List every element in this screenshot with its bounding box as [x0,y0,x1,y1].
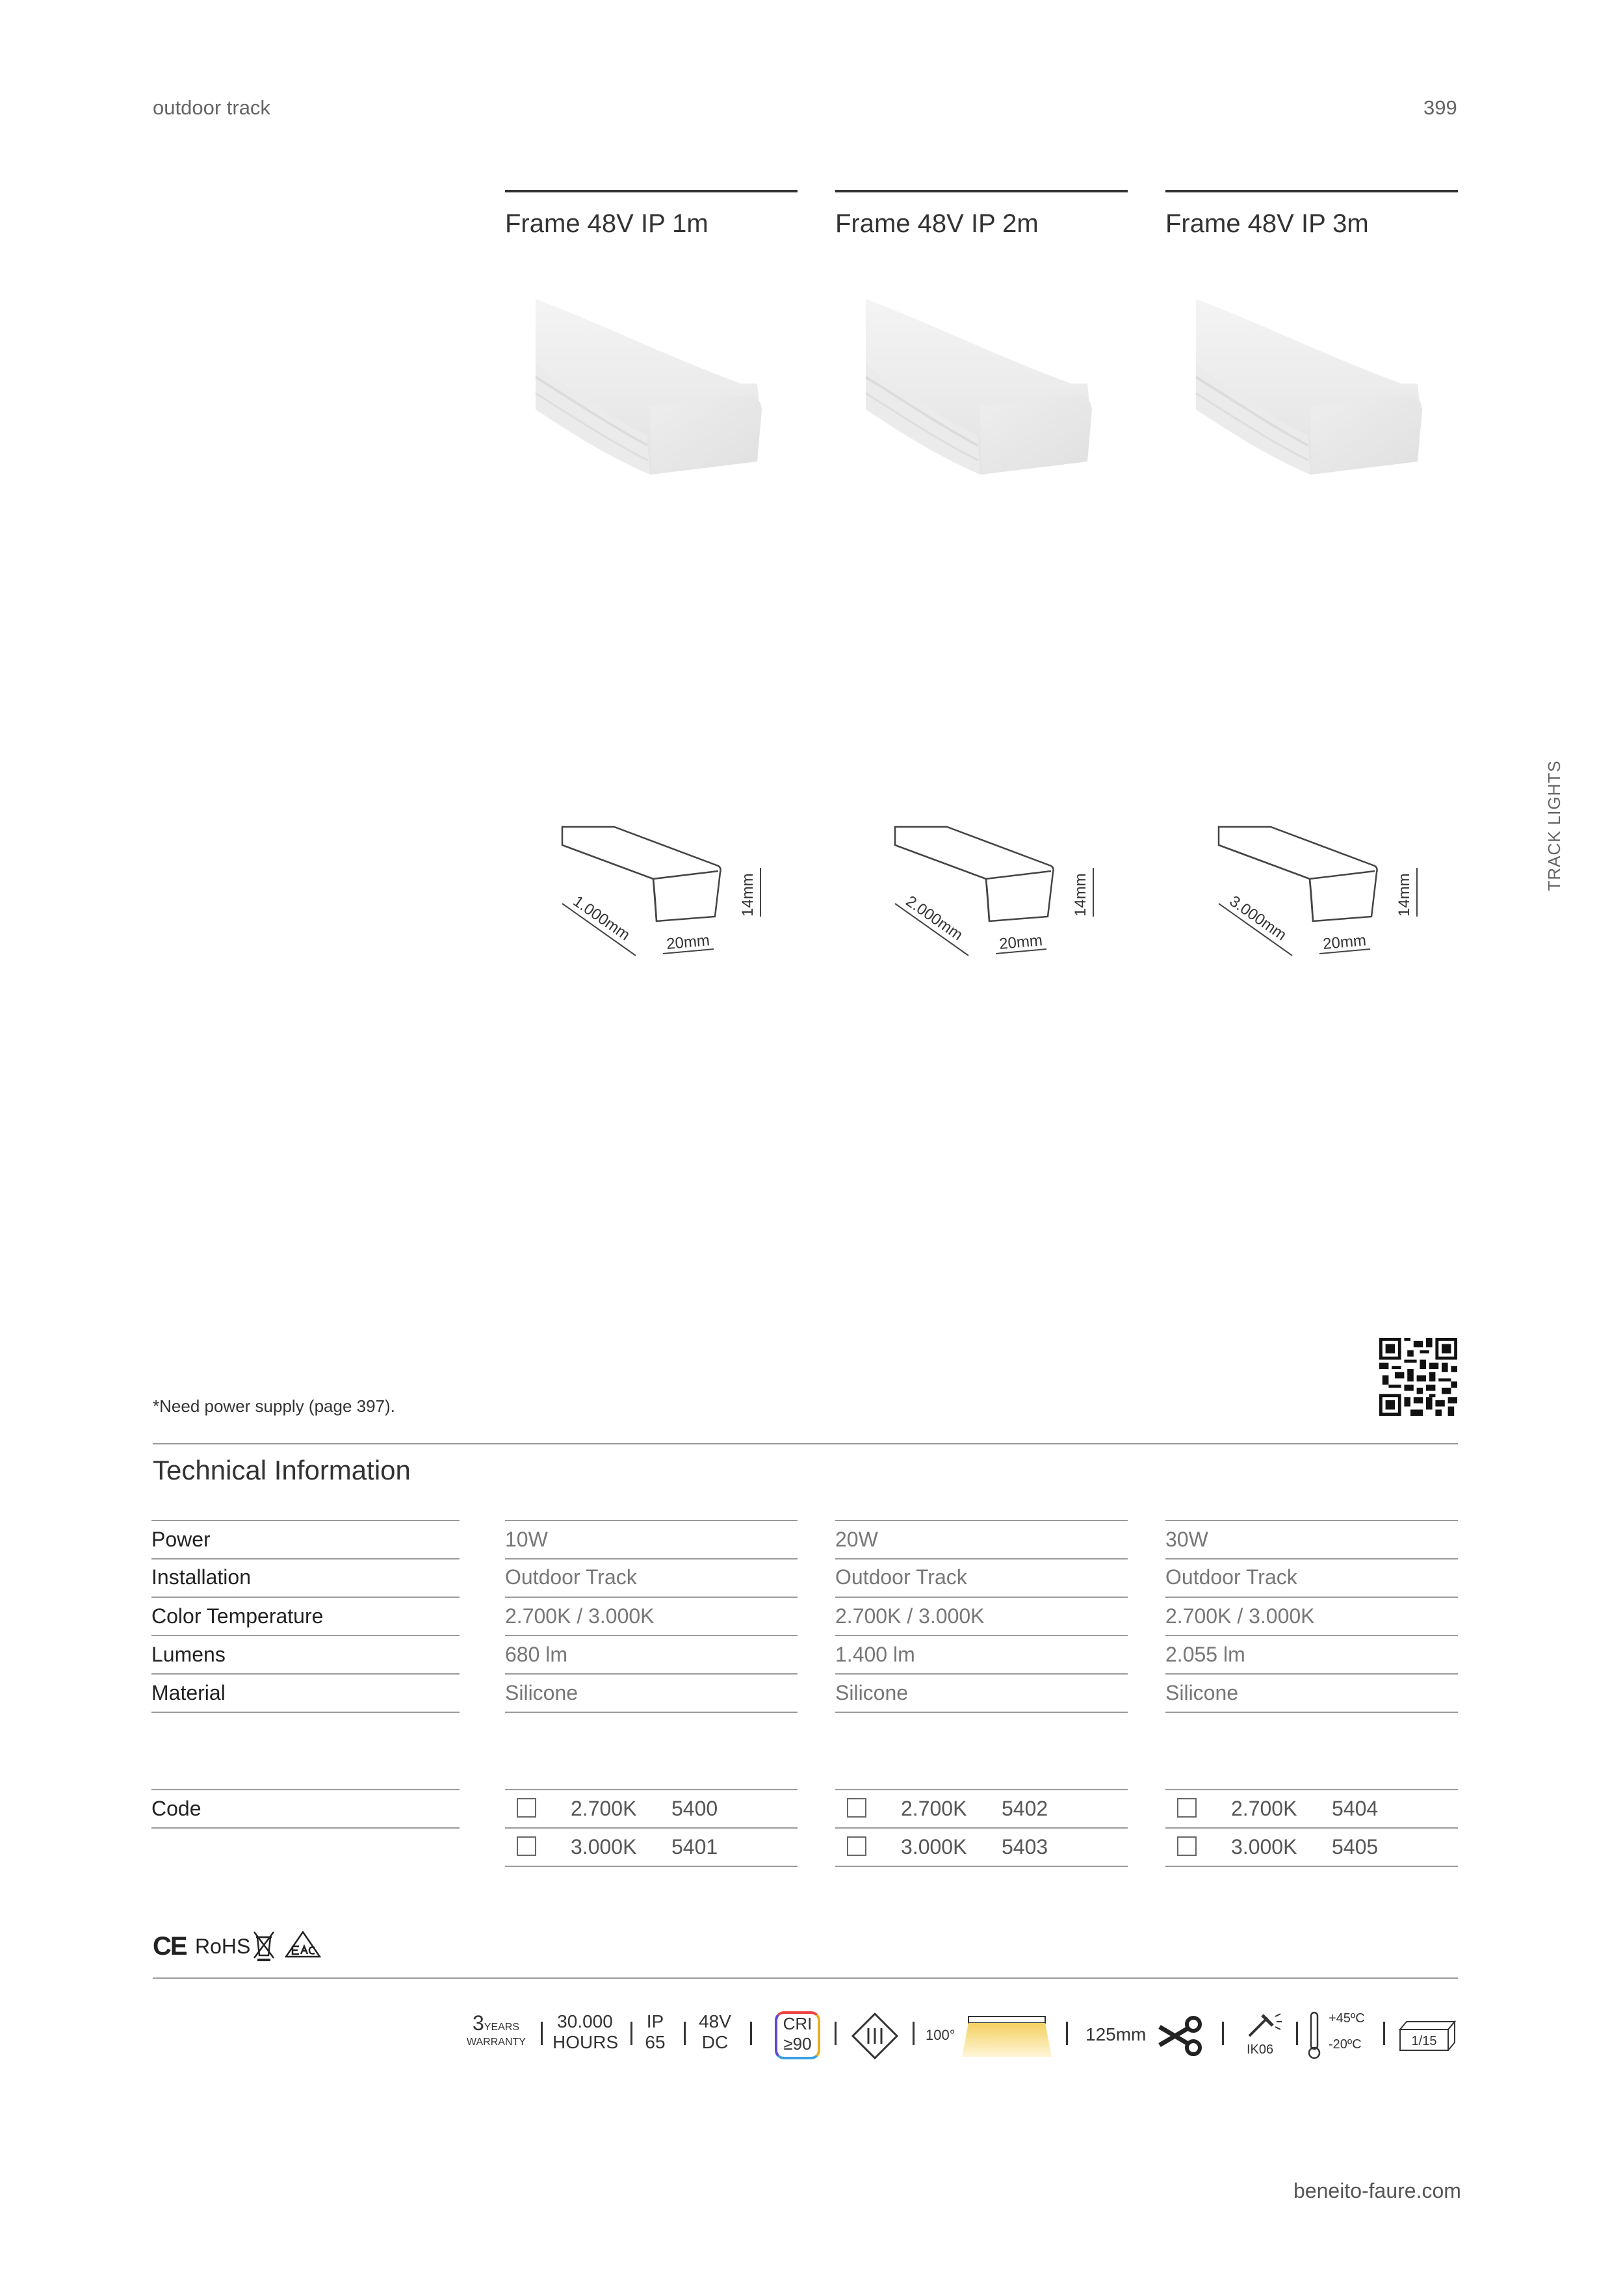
code-temp: 3.000K [901,1835,967,1859]
weee-bin-icon [252,1929,276,1962]
code-number: 5403 [1002,1835,1048,1859]
product-1-dimension-drawing [552,819,773,969]
website-link[interactable]: beneito-faure.com [1293,2179,1461,2202]
spec-label-lumens: Lumens [151,1643,226,1666]
icon-separator [541,2022,543,2045]
code-number: 5400 [671,1797,718,1820]
spec-line [1165,1558,1458,1559]
spec-line [505,1597,798,1598]
product-2-image [857,286,1104,488]
code-line [835,1789,1128,1790]
code-checkbox[interactable] [1177,1798,1197,1818]
tech-info-title: Technical Information [153,1455,411,1485]
code-temp: 2.700K [571,1797,637,1820]
product-2-power: 20W [835,1528,878,1551]
spec-line [505,1558,798,1559]
packaging-scale-icon [1397,2018,1457,2054]
spec-label-power: Power [151,1528,211,1551]
spec-label-material: Material [151,1681,226,1704]
spec-label-color-temperature: Color Temperature [151,1604,324,1628]
product-2-material: Silicone [835,1681,909,1704]
page-number: 399 [1423,96,1457,119]
code-line [835,1827,1128,1829]
ce-mark-icon: CE [153,1932,187,1961]
product-1-title: Frame 48V IP 1m [505,209,708,238]
code-checkbox[interactable] [517,1798,536,1818]
product-1-material: Silicone [505,1681,578,1704]
product-2-installation: Outdoor Track [835,1565,967,1589]
spec-line [151,1635,460,1636]
code-checkbox[interactable] [847,1836,866,1856]
product-1-width-label: 20mm [666,932,710,953]
product-3-lumens: 2.055 lm [1165,1643,1245,1666]
ik-impact-icon [1245,2011,1282,2040]
thermometer-icon [1306,2011,1322,2059]
code-line [835,1866,1128,1867]
product-2-lumens: 1.400 lm [835,1643,915,1666]
spec-line [1165,1520,1458,1521]
eac-mark-icon [285,1931,321,1959]
icon-separator [750,2022,752,2045]
voltage-icon: 48V DC [699,2011,731,2052]
icon-separator [913,2022,915,2045]
product-2-color-temperature: 2.700K / 3.000K [835,1604,985,1628]
beam-angle-label: 100° [926,2027,955,2043]
spec-line [1165,1635,1458,1636]
lifetime-hours-icon: 30.000 HOURS [552,2011,619,2052]
footer-divider [153,1977,1458,1979]
spec-line [835,1635,1128,1636]
spec-line [505,1520,798,1521]
code-line [505,1789,798,1790]
code-number: 5405 [1332,1835,1379,1859]
spec-line [151,1712,460,1713]
product-2-title: Frame 48V IP 2m [835,209,1039,238]
product-1-topline [505,190,798,192]
side-section-label: TRACK LIGHTS [1544,760,1564,891]
code-number: 5401 [671,1835,718,1859]
code-line [151,1789,460,1790]
product-3-dimension-drawing [1209,819,1430,969]
code-checkbox[interactable] [1177,1836,1197,1856]
product-1-color-temperature: 2.700K / 3.000K [505,1604,655,1628]
product-2-length-label: 2.000mm [902,892,966,945]
icon-separator [684,2022,686,2045]
code-number: 5402 [1002,1797,1048,1820]
ik-rating-label: IK06 [1247,2042,1274,2057]
product-3-width-label: 20mm [1322,932,1367,953]
code-temp: 2.700K [901,1797,967,1820]
icon-separator [1222,2022,1224,2045]
product-3-color-temperature: 2.700K / 3.000K [1165,1604,1315,1628]
product-3-title: Frame 48V IP 3m [1165,209,1369,238]
product-1-image [526,286,773,488]
spec-line [1165,1673,1458,1675]
temp-min-label: -20ºC [1329,2037,1362,2052]
spec-line [1165,1597,1458,1598]
product-3-height-label: 14mm [1396,873,1413,917]
product-3-material: Silicone [1165,1681,1239,1704]
code-checkbox[interactable] [517,1836,536,1856]
spec-line [505,1635,798,1636]
power-supply-note: *Need power supply (page 397). [153,1396,395,1416]
cri-icon: CRI ≥90 [775,2011,820,2059]
warranty-icon: 3YEARS WARRANTY [467,2011,526,2048]
code-line [151,1827,460,1829]
spec-label-code: Code [151,1797,201,1820]
product-3-topline [1165,190,1458,192]
spec-line [151,1673,460,1675]
code-line [505,1866,798,1867]
code-temp: 3.000K [1231,1835,1297,1859]
cut-length-label: 125mm [1085,2024,1147,2044]
spec-line [835,1673,1128,1675]
icon-separator [630,2022,632,2045]
beam-light-icon [962,2014,1053,2059]
tech-divider [153,1443,1458,1444]
code-line [1165,1866,1458,1867]
spec-line [505,1673,798,1675]
product-3-image [1187,286,1434,488]
code-temp: 2.700K [1231,1797,1297,1820]
icon-separator [1296,2022,1298,2045]
icon-separator [1066,2022,1068,2045]
product-3-installation: Outdoor Track [1165,1565,1297,1589]
code-checkbox[interactable] [847,1798,866,1818]
code-line [1165,1827,1458,1829]
product-3-power: 30W [1165,1528,1208,1551]
spec-line [835,1712,1128,1713]
scale-label: 1/15 [1411,2034,1437,2048]
spec-line [835,1558,1128,1559]
product-2-width-label: 20mm [998,932,1043,953]
product-1-height-label: 14mm [739,873,757,917]
scissors-icon [1157,2015,1205,2057]
product-3-length-label: 3.000mm [1226,892,1290,945]
spec-line [835,1520,1128,1521]
icon-separator [835,2022,837,2045]
product-2-dimension-drawing [885,819,1106,969]
icon-separator [1383,2022,1385,2045]
ip-rating-icon: IP 65 [645,2011,666,2052]
product-1-length-label: 1.000mm [569,892,633,945]
product-1-lumens: 680 lm [505,1643,568,1666]
code-line [505,1827,798,1829]
code-temp: 3.000K [571,1835,637,1859]
product-1-power: 10W [505,1528,548,1551]
spec-line [505,1712,798,1713]
rohs-label: RoHS [195,1935,251,1958]
spec-label-installation: Installation [151,1565,251,1589]
code-line [1165,1789,1458,1790]
spec-line [835,1597,1128,1598]
spec-line [151,1520,460,1521]
section-label: outdoor track [153,96,270,119]
spec-line [151,1597,460,1598]
spec-line [151,1558,460,1559]
product-2-topline [835,190,1128,192]
code-number: 5404 [1332,1797,1379,1820]
feature-icons-strip [467,2011,1461,2063]
spec-line [1165,1712,1458,1713]
class-iii-icon [850,2011,900,2061]
qr-code[interactable] [1379,1338,1457,1416]
product-1-installation: Outdoor Track [505,1565,637,1589]
temp-max-label: +45ºC [1329,2011,1365,2026]
product-2-height-label: 14mm [1072,873,1089,917]
